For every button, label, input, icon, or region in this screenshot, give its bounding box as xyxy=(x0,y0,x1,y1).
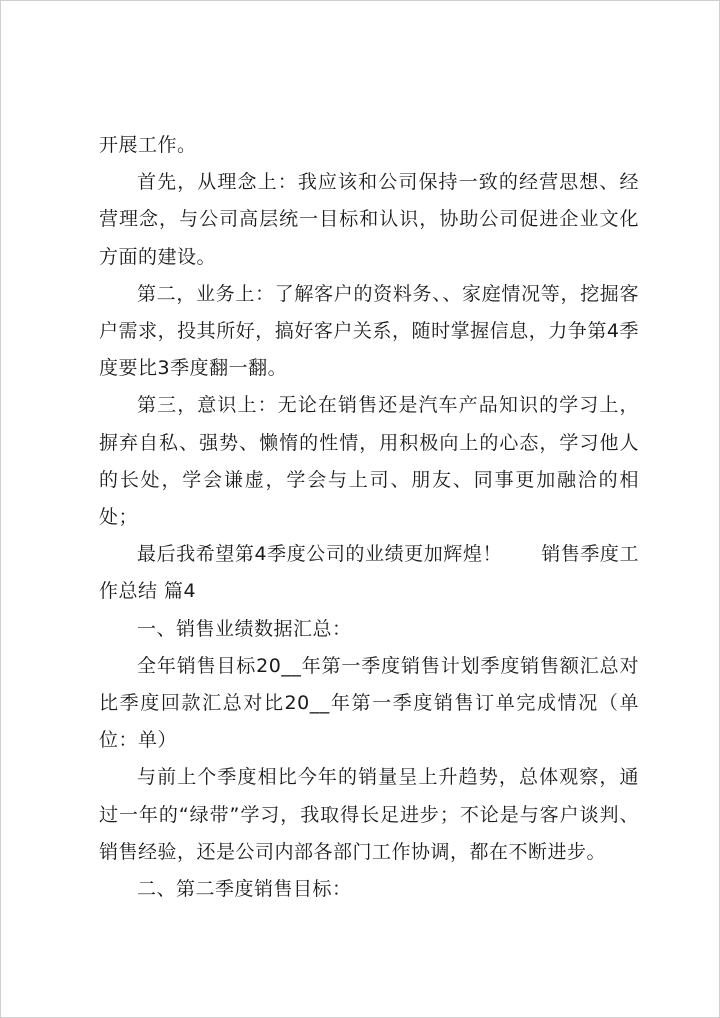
paragraph-2: 首先，从理念上：我应该和公司保持一致的经营思想、经营理念，与公司高层统一目标和认识，协助公司促进企业文化方面的建设。 xyxy=(99,171,639,268)
paragraph-6: 全年销售目标20__年第一季度销售计划季度销售额汇总对比季度回款汇总对比20__年第一季度销售订单完成情况（单位：单） xyxy=(99,654,639,752)
paragraph-5: 最后我希望第4季度公司的业绩更加辉煌！ 销售季度工作总结 篇4 xyxy=(99,543,639,603)
paragraph-1: 开展工作。 xyxy=(99,134,197,156)
section-heading-2: 二、第二季度销售目标： xyxy=(137,878,352,901)
paragraph-4: 第三，意识上：无论在销售还是汽车产品知识的学习上，摒弃自私、强势、懒惰的性情，用积极向上的心态，学习他人的长处，学会谦虚，学会与上司、朋友、同事更加融洽的相处； xyxy=(99,394,639,529)
section-heading-1: 一、销售业绩数据汇总： xyxy=(137,617,352,640)
document-body xyxy=(99,127,639,908)
paragraph-7: 与前上个季度相比今年的销量呈上升趋势，总体观察，通过一年的“绿带”学习，我取得长足进步；不论是与客户谈判、销售经验，还是公司内部各部门工作协调，都在不断进步。 xyxy=(99,766,639,863)
paragraph-3: 第二，业务上：了解客户的资料务、、家庭情况等，挖掘客户需求，投其所好，搞好客户关系，随时掌握信息，力争第4季度要比3季度翻一翻。 xyxy=(99,282,639,380)
